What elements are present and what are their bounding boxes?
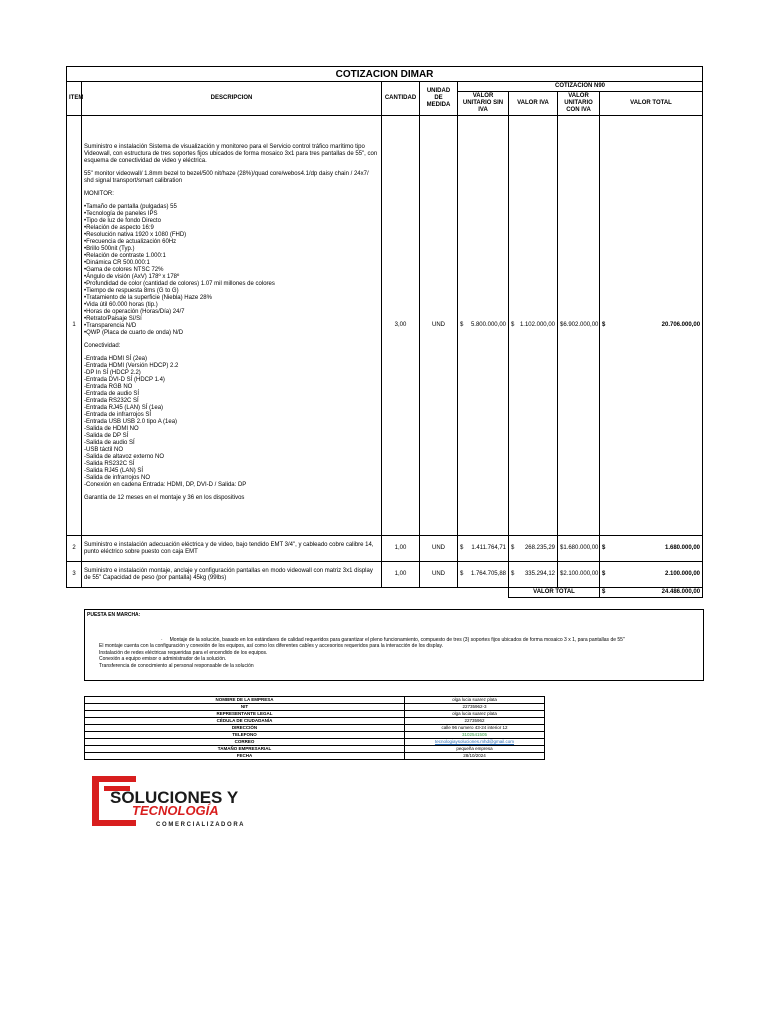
info-value: olga lucia suarez plata <box>405 711 545 718</box>
item-iva: 268.235,29 <box>524 545 555 551</box>
item-qty: 1,00 <box>382 536 420 562</box>
info-row <box>85 753 545 760</box>
table-row <box>67 562 703 588</box>
item-description <box>82 116 382 536</box>
puesta-line: Instalación de redes eléctricas requeridas para el encendido de los equipos. <box>99 649 268 656</box>
item-total: 1.680.000,00 <box>664 545 701 551</box>
currency-symbol: $ <box>602 545 606 551</box>
grand-total-value: 24.486.000,00 <box>661 589 701 595</box>
header-unit-value: VALOR UNITARIO SIN IVA <box>458 92 509 116</box>
info-label: TAMAÑO EMPRESARIAL <box>85 746 405 753</box>
header-iva: VALOR IVA <box>509 92 558 116</box>
info-row <box>85 697 545 704</box>
info-row <box>85 725 545 732</box>
info-row <box>85 711 545 718</box>
info-row <box>85 732 545 739</box>
header-unit: UNIDAD DE MEDIDA <box>420 82 458 116</box>
item-unit-value-iva: 2.100.000,00 <box>563 571 599 577</box>
currency-symbol: $ <box>602 589 606 595</box>
company-logo <box>90 772 286 830</box>
item-iva: 1.102.000,00 <box>519 322 555 328</box>
item-qty: 3,00 <box>382 116 420 536</box>
puesta-line: Conexión a equipo emisor o administrador de la solución. <box>99 656 227 663</box>
info-value: 28/10/2024 <box>405 753 545 760</box>
item-description: Suministro e instalación adecuación eléctrica y de video, bajo tendido EMT 3/4", y cableado cobre calibre 14, punto eléctrico sobre puesto con caja EMT <box>82 536 382 562</box>
info-label: NIT <box>85 704 405 711</box>
info-label: NOMBRE DE LA EMPRESA <box>85 697 405 704</box>
quote-title: COTIZACION DIMAR <box>67 67 703 82</box>
item-unit: UND <box>420 116 458 536</box>
currency-symbol: $ <box>511 322 515 328</box>
description-connectivity-heading: Conectividad: <box>84 342 121 349</box>
puesta-bullet-text: Montaje de la solución, basado en los estándares de calidad requeridos para garantizar el pleno funcionamiento, compuesto de tres (3) soportes fijos ubicados de forma mosaico 3 x 1, para pantallas de 55" <box>169 636 625 643</box>
description-model: 55" monitor videowall/ 1.8mm bezel to bezel/500 nit/haze (28%)/quad core/webos4.1/dp daisy chain / 24x7/ shd signal transport/smart calibration <box>84 170 369 184</box>
table-row <box>67 116 703 536</box>
info-row <box>85 718 545 725</box>
currency-symbol: $ <box>602 571 606 577</box>
item-iva: 335.294,12 <box>524 571 555 577</box>
description-intro: Suministro e instalación Sistema de visualización y monitoreo para el Servicio control tráfico marítimo tipo Videowall, con estructura de tres soportes fijos ubicados de forma mosaico 3x1 para tres pantallas de 55", con esquema de conectividad de video y eléctrica. <box>84 143 378 164</box>
currency-symbol: $ <box>560 322 564 328</box>
header-unit-value-iva: VALOR UNITARIO CON IVA <box>558 92 600 116</box>
currency-symbol: $ <box>602 322 606 328</box>
grand-total-label: VALOR TOTAL <box>509 588 600 598</box>
item-unit: UND <box>420 536 458 562</box>
item-total: 20.706.000,00 <box>661 322 701 328</box>
info-label: CÉDULA DE CIUDADANÍA <box>85 718 405 725</box>
header-description: DESCRIPCION <box>82 82 382 116</box>
currency-symbol: $ <box>511 545 515 551</box>
company-info-table <box>84 696 545 760</box>
item-unit-value: 1.411.764,71 <box>471 545 506 551</box>
info-value: olga lucia suarez plata <box>405 697 545 704</box>
description-connectivity-specs: -Entrada HDMI SÍ (2ea) -Entrada HDMI (Versión HDCP) 2.2 -DP In SÍ (HDCP 2.2) -Entrada DVI-D SÍ (HDCP 1.4) -Entrada RGB NO -Entrada de audio SÍ -Entrada RS232C SÍ -Entrada RJ45 (LAN) SÍ (1ea) -Entrada de infrarrojos SÍ -Entrada USB USB 2.0 tipo A (1ea) -Salida de HDMI NO -Salida de DP SÍ -Salida de audio SÍ -USB táctil NO -Salida de altavoz externo NO -Salida RS232C SÍ -Salida RJ45 (LAN) SÍ -Salida de infrarrojos NO -Conexión en cadena Entrada: HDMI, DP, DVI-D / Salida: DP <box>84 355 247 488</box>
info-value: pequeña empresa <box>405 746 545 753</box>
header-item: ITEM <box>67 82 82 116</box>
quote-number: COTIZACION N90 <box>458 82 703 92</box>
info-value: calle 96 numero 43-24 interior 12 <box>405 725 545 732</box>
info-value-phone: 3102541505 <box>405 732 545 739</box>
currency-symbol: $ <box>560 571 564 577</box>
item-unit: UND <box>420 562 458 588</box>
currency-symbol: $ <box>460 571 464 577</box>
item-unit-value: 1.764.705,88 <box>470 571 506 577</box>
item-total: 2.100.000,00 <box>664 571 701 577</box>
currency-symbol: $ <box>511 571 515 577</box>
item-number: 2 <box>67 536 82 562</box>
info-row <box>85 739 545 746</box>
info-label: TELEFONO <box>85 732 405 739</box>
item-number: 3 <box>67 562 82 588</box>
info-label: DIRECCIÓN <box>85 725 405 732</box>
logo-line3: C O M E R C I A L I Z A D O R A <box>156 822 244 828</box>
info-value: 22735962 <box>405 718 545 725</box>
logo-line1: SOLUCIONES Y <box>110 788 239 807</box>
logo-line2: TECNOLOGÍA <box>132 803 219 818</box>
quotation-table <box>66 66 703 598</box>
puesta-title: PUESTA EN MARCHA: <box>87 612 141 618</box>
puesta-bullet: · Montaje de la solución, basado en los estándares de calidad requeridos para garantizar el pleno funcionamiento, compuesto de tres (3) soportes fijos ubicados de forma mosaico 3 x 1, para pantallas de 55" <box>161 636 625 643</box>
info-label: REPRESENTANTE LEGAL <box>85 711 405 718</box>
item-description: Suministro e instalación montaje, anclaje y configuración pantallas en modo videowall con matriz 3x1 display de 55" Capacidad de peso (por pantalla) 45kg (99lbs) <box>82 562 382 588</box>
currency-symbol: $ <box>460 322 464 328</box>
currency-symbol: $ <box>560 545 564 551</box>
description-monitor-specs: •Tamaño de pantalla (pulgadas) 55 •Tecnología de paneles IPS •Tipo de luz de fondo Directo •Relación de aspecto 16:9 •Resolución nativa 1920 x 1080 (FHD) •Frecuencia de actualización 60Hz •Brillo 500nit (Typ.) •Relación de contraste 1.000:1 •Dinámica CR 500.000:1 •Gama de colores NTSC 72% •Ángulo de visión (AxV) 178º x 178º •Profundidad de color (cantidad de colores) 1.07 mil millones de colores •Tiempo de respuesta 8ms (G to G) •Tratamiento de la superficie (Niebla) Haze 28% •Vida útil 60.000 horas (tip.) •Horas de operación (Horas/Día) 24/7 •Retrato/Paisaje Sí/Sí •Transparencia N/D •QWP (Placa de cuarto de onda) N/D <box>84 203 275 336</box>
info-value-email-link[interactable]: tecnologiaysoluciones.mhd@gmail.com <box>405 739 545 746</box>
description-monitor-heading: MONITOR: <box>84 190 114 197</box>
puesta-line: El montaje cuenta con la configuración y conexión de los equipos, así como los diferentes cables y accesorios requeridos para la interacción de los display. <box>99 643 443 650</box>
table-row <box>67 536 703 562</box>
info-label: FECHA <box>85 753 405 760</box>
item-qty: 1,00 <box>382 562 420 588</box>
item-number: 1 <box>67 116 82 536</box>
info-row <box>85 704 545 711</box>
puesta-en-marcha-section <box>84 609 704 681</box>
item-unit-value-iva: 6.902.000,00 <box>563 322 599 328</box>
puesta-line: Transferencia de conocimiento al personal responsable de la solución <box>99 662 254 669</box>
item-unit-value-iva: 1.680.000,00 <box>563 545 599 551</box>
info-row <box>85 746 545 753</box>
item-unit-value: 5.800.000,00 <box>470 322 506 328</box>
description-warranty: Garantía de 12 meses en el montaje y 36 en los dispositivos <box>84 494 245 501</box>
header-total: VALOR TOTAL <box>600 92 703 116</box>
header-qty: CANTIDAD <box>382 82 420 116</box>
currency-symbol: $ <box>460 545 464 551</box>
info-value: 22735962-3 <box>405 704 545 711</box>
info-label: CORREO <box>85 739 405 746</box>
